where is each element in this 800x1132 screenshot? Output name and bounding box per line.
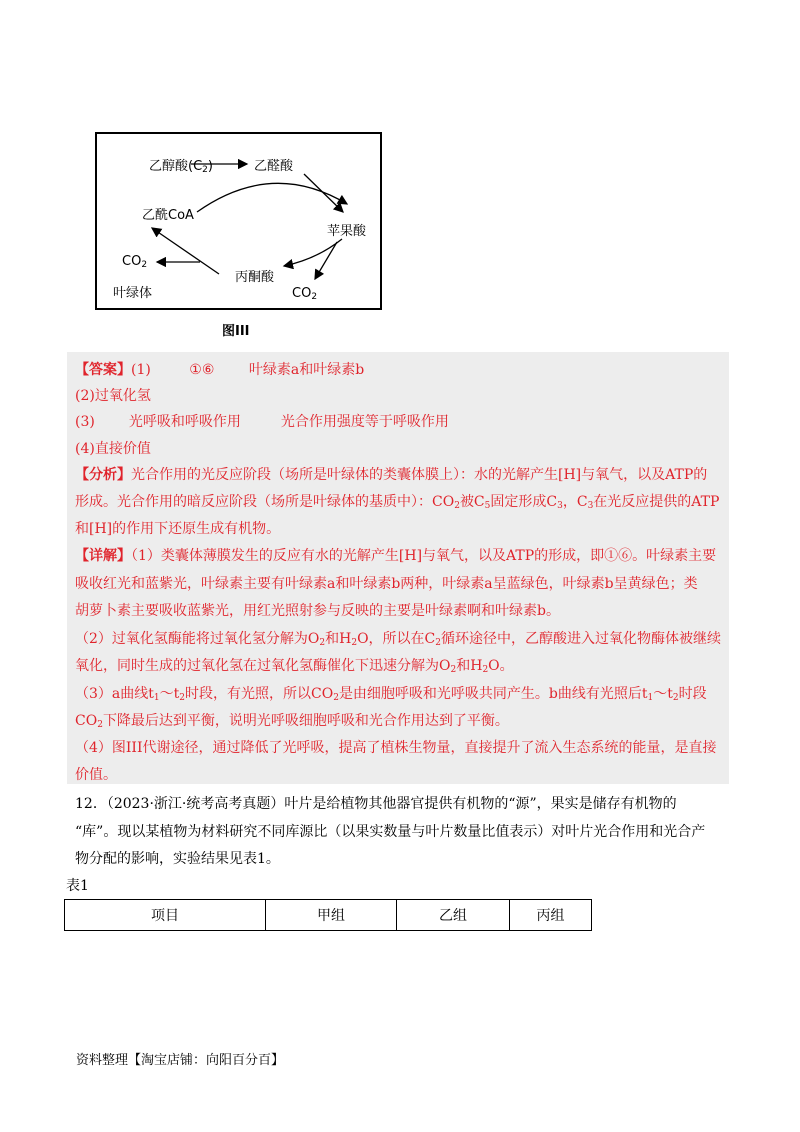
table-header-cell: 丙组 — [510, 900, 592, 931]
table-header-cell: 甲组 — [266, 900, 397, 931]
detail-line-6: （3）a曲线$t_1\sim t_2$时段，有光照，所以$CO_2$是由细胞呼吸和光呼吸共同产生。b曲线有光照后$t_1\sim t_2$时段 — [75, 686, 707, 703]
node-glyoxylate: 乙醛酸 — [254, 159, 294, 174]
detail-line-7: $CO_2$下降最后达到平衡，说明光呼吸细胞呼吸和光合作用达到了平衡。 — [75, 713, 509, 730]
answer-line-3: (3) 光呼吸和呼吸作用 光合作用强度等于呼吸作用 — [75, 414, 449, 430]
metabolic-pathway-diagram — [95, 132, 382, 310]
question-line-3: 物分配的影响，实验结果见表1。 — [75, 851, 280, 867]
question-line-1: 12．（2023·浙江·统考高考真题）叶片是给植物其他器官提供有机物的“源”，果实是储存有机物的 — [75, 796, 677, 812]
node-chloroplast: 叶绿体 — [113, 286, 153, 301]
data-table — [64, 899, 592, 931]
arrow-acetylcoa-to-malate — [197, 183, 347, 212]
answer-line-2: (2)过氧化氢 — [75, 388, 151, 404]
table-label: 表1 — [66, 878, 89, 894]
table-header-cell: 项目 — [65, 900, 266, 931]
footer-credit: 资料整理【淘宝店铺：向阳百分百】 — [76, 1053, 285, 1068]
arrow-malate-to-co2 — [315, 242, 337, 279]
node-co2-left: $CO_2$ — [122, 254, 148, 270]
analysis-line-3: 和[H]的作用下还原生成有机物。 — [75, 521, 281, 537]
detail-line-9: 价值。 — [75, 767, 117, 783]
node-pyruvate: 丙酮酸 — [235, 270, 275, 285]
node-malate: 苹果酸 — [327, 224, 367, 239]
node-glycolate: 乙醇酸$(C_2)$ — [149, 159, 213, 175]
question-line-2: “库”。现以某植物为材料研究不同库源比（以果实数量与叶片数量比值表示）对叶片光合作用和光合产 — [75, 824, 706, 840]
analysis-line-2: 形成。光合作用的暗反应阶段（场所是叶绿体的基质中）：$CO_2$被$C_5$固定形成$C_3$，$C_3$在光反应提供的ATP — [75, 494, 720, 511]
detail-line-8: （4）图III代谢途径，通过降低了光呼吸，提高了植株生物量，直接提升了流入生态系统的能量，是直接 — [75, 740, 717, 756]
table-header-cell: 乙组 — [397, 900, 510, 931]
arrow-malate-to-pyruvate — [284, 239, 342, 266]
detail-line-5: 氧化，同时生成的过氧化氢在过氧化氢酶催化下迅速分解为$O_2$和$H_2O$。 — [75, 658, 514, 675]
arrow-pyruvate-to-acetylcoa — [152, 228, 219, 274]
detail-line-3: 胡萝卜素主要吸收蓝紫光，用红光照射参与反映的主要是叶绿素啊和叶绿素b。 — [75, 603, 560, 619]
table-header-row — [65, 900, 592, 931]
answer-line-4: (4)直接价值 — [75, 441, 151, 457]
node-acetylcoa: 乙酰CoA — [142, 208, 194, 223]
diagram-caption: 图III — [222, 324, 250, 339]
analysis-line-1: 【分析】光合作用的光反应阶段（场所是叶绿体的类囊体膜上）：水的光解产生[H]与氧气，以及ATP的 — [75, 467, 708, 483]
detail-line-1: 【详解】（1）类囊体薄膜发生的反应有水的光解产生[H]与氧气，以及ATP的形成，即①⑥。叶绿素主要 — [75, 548, 717, 564]
detail-line-2: 吸收红光和蓝紫光，叶绿素主要有叶绿素a和叶绿素b两种，叶绿素a呈蓝绿色，叶绿素b呈黄绿色；类 — [75, 576, 698, 592]
answer-line-1: 【答案】(1) ①⑥ 叶绿素a和叶绿素b — [75, 362, 365, 378]
node-co2-bottom: $CO_2$ — [292, 286, 318, 302]
detail-line-4: （2）过氧化氢酶能将过氧化氢分解为$O_2$和$H_2O$，所以在$C_2$循环途径中，乙醇酸进入过氧化物酶体被继续 — [75, 631, 722, 648]
